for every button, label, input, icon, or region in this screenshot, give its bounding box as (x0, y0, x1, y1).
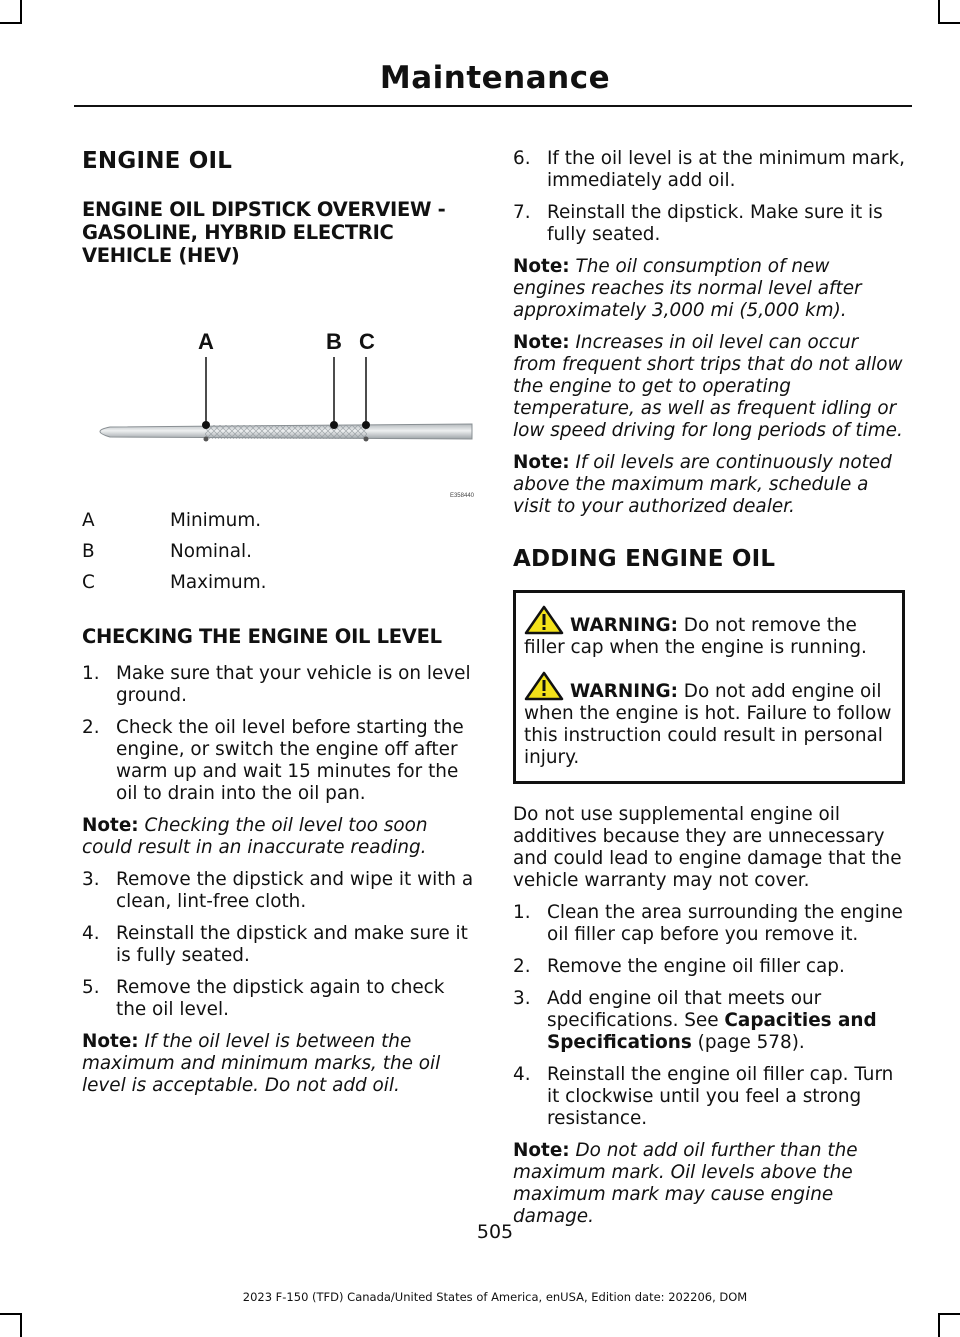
figure-key (82, 510, 474, 603)
checking-title: CHECKING THE ENGINE OIL LEVEL (82, 625, 442, 648)
list-item (82, 923, 474, 967)
checking-steps (82, 663, 474, 805)
step-number: 6. (513, 148, 531, 169)
note-label: Note: (513, 256, 570, 277)
dipstick-figure (82, 305, 474, 505)
checking-steps-continued (82, 869, 474, 1021)
step-number: 1. (513, 902, 531, 923)
crop-mark (940, 1313, 960, 1315)
note-label: Note: (513, 332, 570, 353)
list-item (513, 1064, 905, 1130)
note-text: Do not add oil further than the maximum mark. Oil levels above the maximum mark may cause engine damage. (513, 1140, 858, 1227)
crop-mark (0, 22, 20, 24)
warning (524, 671, 894, 769)
crop-mark (938, 0, 940, 24)
step-text: Reinstall the engine oil filler cap. Turn it clockwise until you feel a strong resistance. (547, 1064, 894, 1129)
step-text: Remove the dipstick and wipe it with a clean, lint-free cloth. (116, 869, 474, 912)
subsection-title: ENGINE OIL DIPSTICK OVERVIEW - GASOLINE, HYBRID ELECTRIC VEHICLE (HEV) (82, 198, 446, 267)
right-column (513, 140, 905, 1228)
step-number: 3. (82, 869, 100, 890)
list-item (82, 977, 474, 1021)
page-number: 505 (476, 1221, 514, 1243)
crop-mark (0, 1313, 20, 1315)
step-text: Check the oil level before starting the engine, or switch the engine off after warm up and wait 15 minutes for the oil to drain into the oil pan. (116, 717, 464, 804)
list-item (513, 202, 905, 246)
key-letter: C (82, 572, 95, 593)
cross-reference-link[interactable]: Capacities and Specifications (547, 1010, 877, 1053)
section-title: ENGINE OIL (82, 148, 233, 174)
step-number: 4. (82, 923, 100, 944)
crop-mark (20, 1313, 22, 1337)
crop-mark (938, 1313, 940, 1337)
step-number: 3. (513, 988, 531, 1009)
key-row (82, 541, 474, 572)
step-number: 1. (82, 663, 100, 684)
adding-steps (513, 902, 905, 1130)
crop-mark (20, 0, 22, 24)
step-number: 4. (513, 1064, 531, 1085)
note-text: The oil consumption of new engines reaches its normal level after approximately 3,000 mi (5,000 km). (513, 256, 862, 321)
dipstick-illustration (82, 305, 474, 505)
warning-box (513, 590, 905, 784)
key-text: Minimum. (170, 510, 262, 531)
note-text: If oil levels are continuously noted above the maximum mark, schedule a visit to your authorized dealer. (513, 452, 892, 517)
warning-triangle-icon (524, 605, 564, 635)
warning-triangle-icon (524, 671, 564, 701)
figure-code: E358440 (449, 493, 474, 499)
step-text: Add engine oil that meets our specifications. See (547, 988, 822, 1031)
note (513, 452, 905, 518)
key-row (82, 510, 474, 541)
warning-label: WARNING: (570, 681, 678, 702)
warning-text: Do not remove the filler cap when the engine is running. (524, 615, 867, 658)
adding-title: ADDING ENGINE OIL (513, 546, 776, 572)
note-label: Note: (513, 1140, 570, 1161)
step-text: Remove the engine oil filler cap. (547, 956, 845, 977)
note (513, 332, 905, 442)
step-number: 5. (82, 977, 100, 998)
step-number: 2. (82, 717, 100, 738)
step-text: Remove the dipstick again to check the oil level. (116, 977, 445, 1020)
list-item (513, 148, 905, 192)
left-column (82, 140, 474, 1097)
note-label: Note: (513, 452, 570, 473)
note-label: Note: (82, 1031, 139, 1052)
footer-text: 2023 F-150 (TFD) Canada/United States of America, enUSA, Edition date: 202206, DOM (242, 1290, 748, 1304)
list-item (513, 956, 905, 978)
note-text: Checking the oil level too soon could result in an inaccurate reading. (82, 815, 428, 858)
step-text: If the oil level is at the minimum mark, immediately add oil. (547, 148, 905, 191)
key-row (82, 572, 474, 603)
step-text: Make sure that your vehicle is on level ground. (116, 663, 471, 706)
list-item (82, 869, 474, 913)
crop-mark (940, 22, 960, 24)
note-text: Increases in oil level can occur from frequent short trips that do not allow the engine to get to operating temperature, as well as frequent idling or low speed driving for long periods of time. (513, 332, 903, 441)
paragraph: Do not use supplemental engine oil additives because they are unnecessary and could lead to engine damage that the vehicle warranty may not cover. (513, 804, 902, 891)
note (82, 815, 474, 859)
step-text: Reinstall the dipstick. Make sure it is fully seated. (547, 202, 883, 245)
header-divider (74, 105, 912, 107)
warning-text: Do not add engine oil when the engine is hot. Failure to follow this instruction could result in personal injury. (524, 681, 892, 768)
step-number: 2. (513, 956, 531, 977)
note (513, 256, 905, 322)
list-item (82, 717, 474, 805)
figure-label-b: B (326, 329, 342, 354)
step-text: Clean the area surrounding the engine oil filler cap before you remove it. (547, 902, 903, 945)
list-item (82, 663, 474, 707)
page-header-title: Maintenance (379, 60, 611, 96)
warning (524, 605, 894, 659)
key-text: Nominal. (170, 541, 252, 562)
warning-label: WARNING: (570, 615, 678, 636)
note-label: Note: (82, 815, 139, 836)
checking-steps-right (513, 148, 905, 246)
figure-label-c: C (359, 329, 375, 354)
step-text: Reinstall the dipstick and make sure it is fully seated. (116, 923, 468, 966)
figure-label-a: A (198, 329, 214, 354)
note (513, 1140, 905, 1228)
step-number: 7. (513, 202, 531, 223)
key-text: Maximum. (170, 572, 267, 593)
list-item (513, 902, 905, 946)
step-text: (page 578). (691, 1032, 805, 1053)
note-text: If the oil level is between the maximum and minimum marks, the oil level is acceptable. Do not add oil. (82, 1031, 441, 1096)
list-item (513, 988, 905, 1054)
key-letter: A (82, 510, 95, 531)
note (82, 1031, 474, 1097)
key-letter: B (82, 541, 95, 562)
